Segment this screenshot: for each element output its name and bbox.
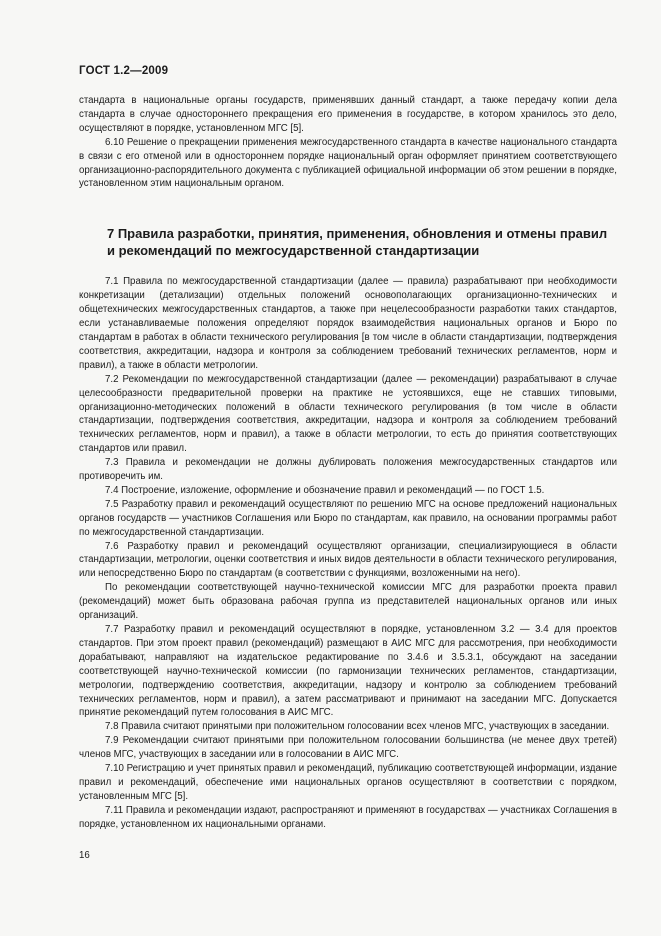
paragraph-7-5: 7.5 Разработку правил и рекомендаций осуществляют по решению МГС на основе предложений национальных органов государств — участников Соглашения или Бюро по стандартам, как правило, на основании программы работ по межгосударственной стандартизации. xyxy=(79,498,617,538)
page-number: 16 xyxy=(79,850,90,861)
paragraph-7-9: 7.9 Рекомендации считают принятыми при положительном голосовании большинства (не менее двух третей) членов МГС, участвующих в заседании или в голосовании в АИС МГС. xyxy=(79,735,617,761)
paragraph-7-3: 7.3 Правила и рекомендации не должны дублировать положения межгосударственных стандартов или противоречить им. xyxy=(79,457,617,483)
paragraph-7-4: 7.4 Построение, изложение, оформление и обозначение правил и рекомендаций — по ГОСТ 1.5. xyxy=(105,484,545,496)
paragraph-7-8: 7.8 Правила считают принятыми при положительном голосовании всех членов МГС, участвующих в заседании. xyxy=(105,721,610,733)
paragraph-7-1: 7.1 Правила по межгосударственной стандартизации (далее — правила) разрабатывают при необходимости конкретизации (детализации) отдельных положений основополагающих организационно-технических и общетехнических межгосударственных стандартов, а также при нецелесообразности разработки таких стандартов, если устанавливаемые положения определяют порядок взаимодействия национальных органов и Бюро по стандартам в работах в области технического регулирования [в том числе в области стандартизации, подтверждения соответствия, аккредитации, надзора и контроля за соблюдением требований технических регламентов, норм и правил), а также в области метрологии. xyxy=(79,276,617,371)
paragraph-6-10: 6.10 Решение о прекращении применения межгосударственного стандарта в качестве национального стандарта в связи с его отменой или в одностороннем порядке национальный орган оформляет принятием соответствующего организационно-распорядительного документа с публикацией официальной информации об этом решении в порядке, установленном этим национальным органом. xyxy=(79,136,617,190)
section-7-heading: 7 Правила разработки, принятия, применения, обновления и отмены правил и рекомендаций по межгосударственной стандартизации xyxy=(107,226,608,259)
paragraph-7-6-continued: По рекомендации соответствующей научно-технической комиссии МГС для разработки проекта правил (рекомендаций) может быть образована рабочая группа из представителей национальных органов или иных организаций. xyxy=(79,582,617,622)
document-body xyxy=(79,94,617,832)
paragraph-7-10: 7.10 Регистрацию и учет принятых правил и рекомендаций, публикацию соответствующей информации, издание правил и рекомендаций, обеспечение ими национальных органов осуществляют в соответствии с порядком, установленным МГС [5]. xyxy=(79,763,617,802)
paragraph-continuation: стандарта в национальные органы государств, применявших данный стандарт, а также передачу копии дела стандарта в случае одностороннего прекращения его применения в государстве, в котором хранилось это дело, осуществляют в порядке, установленном МГС [5]. xyxy=(79,95,617,134)
document-header: ГОСТ 1.2—2009 xyxy=(79,65,169,77)
paragraph-7-11: 7.11 Правила и рекомендации издают, распространяют и применяют в государствах — участниках Соглашения в порядке, установленном их национальными органами. xyxy=(79,804,617,830)
paragraph-7-2: 7.2 Рекомендации по межгосударственной стандартизации (далее — рекомендации) разрабатывают в случае целесообразности предварительной проверки на практике не устоявшихся, еще не ставших типовыми, организационно-методических положений в области технического регулирования (в том числе в области стандартизации, подтверждения соответствия, аккредитации, надзора и контроля за соблюдением требований технических регламентов, норм и правил), а также в области метрологии, то есть до принятия соответствующих стандартов или правил. xyxy=(79,373,617,455)
paragraph-7-6: 7.6 Разработку правил и рекомендаций осуществляют организации, специализирующиеся в области стандартизации, метрологии, оценки соответствия и иных видов деятельности в области технического регулирования, или непосредственно Бюро по стандартам (в соответствии с функциями, возложенными на него). xyxy=(79,540,617,580)
paragraph-7-7: 7.7 Разработку правил и рекомендаций осуществляют в порядке, установленном 3.2 — 3.4 для проектов стандартов. При этом проект правил (рекомендаций) размещают в АИС МГС для рассмотрения, при необходимости дорабатывают, направляют на издательское редактирование по 3.4.6 и 3.5.3.1, обсуждают на заседании соответствующей научно-технической комиссии (по гармонизации технических регламентов, стандартизации, метрологии, подтверждению соответствия, аккредитации, надзору и контролю за соблюдением требований технических регламентов, норм и правил), а затем рассматривают и принимают на заседании МГС. Допускается принятие рекомендаций путем голосования в АИС МГС. xyxy=(79,624,617,719)
